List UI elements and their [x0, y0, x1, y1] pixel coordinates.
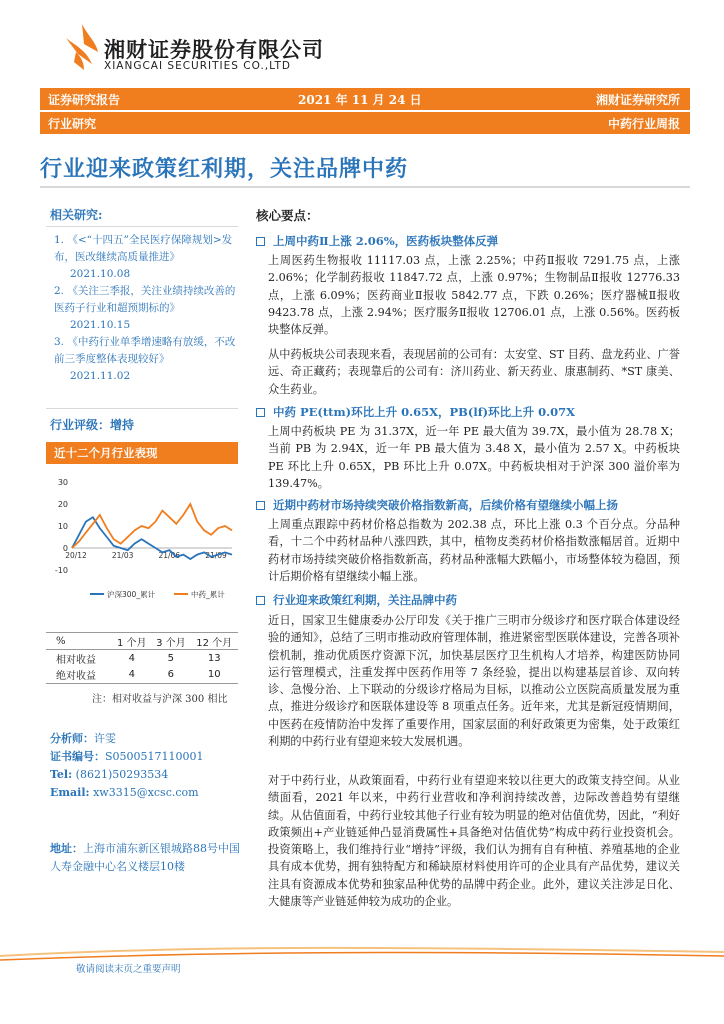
checkbox-bullet-icon	[256, 237, 265, 246]
core-points-title: 核心要点：	[256, 208, 319, 223]
tel-value: (8621)50293534	[75, 768, 169, 781]
email-link[interactable]: xw3315@xcsc.com	[93, 786, 199, 799]
section-paragraph: 上周医药生物报收 11117.03 点，上涨 2.25%；中药Ⅱ报收 7291.75 点，上涨 2.06%；化学制药报收 11847.72 点，上涨 0.97%；生物制品Ⅱ报收 12776.33 点，上涨 6.09%；医药商业Ⅱ报收 5842.77 点，下跌 0.26%；医疗器械Ⅱ报收 9423.78 点，上涨 2.94%；医疗服务Ⅱ报收 12706.01 点，上涨 0.56%。医药板块整体反弹。	[268, 254, 680, 337]
analyst-name: 许雯	[94, 732, 116, 745]
page-title: 行业迎来政策红利期，关注品牌中药	[40, 157, 409, 182]
cert-label: 证书编号：	[50, 750, 105, 763]
y-tick-label: 30	[57, 478, 68, 487]
company-name-en: XIANGCAI SECURITIES CO.,LTD	[104, 60, 292, 72]
rating-value: 增持	[110, 418, 135, 432]
report-category: 行业研究	[48, 117, 97, 131]
company-name-cn: 湘财证券股份有限公司	[104, 38, 324, 62]
table-cell: 13	[207, 652, 221, 664]
industry-rating	[50, 416, 134, 433]
address-label: 地址：	[50, 842, 83, 855]
series-line	[72, 504, 232, 548]
checkbox-bullet-icon	[256, 501, 265, 510]
table-cell: 5	[167, 652, 175, 664]
x-tick-label: 21/03	[111, 551, 134, 560]
related-item-date: 2021.10.15	[70, 319, 131, 331]
sidebar-divider	[46, 408, 238, 409]
report-date: 2021 年 11 月 24 日	[298, 93, 422, 107]
checkbox-bullet-icon	[256, 596, 265, 605]
table-note: 注：相对收益与沪深 300 相比	[92, 694, 228, 705]
table-row	[46, 667, 238, 684]
y-tick-label: -10	[54, 566, 68, 575]
sidebar-divider	[46, 226, 238, 227]
title-divider	[40, 186, 690, 188]
section-paragraph: 对于中药行业，从政策面看，中药行业有望迎来较以往更大的政策支持空间。从业绩面看，2021 年以来，中药行业营收和净利润持续改善，边际改善趋势有望继续。从估值面看，中药行业较其他子行业有较为明显的绝对估值优势，因此，“利好政策频出+产业链延伸凸显消费属性+具备绝对估值优势”构成中药行业投资机会。投资策略上，我们维持行业“增持”评级，我们认为拥有自有种植、养殖基地的企业具有成本优势，拥有独特配方和稀缺原材料使用许可的企业具有产品优势，建议关注具有资源成本优势和独家品种优势的品牌中药企业。此外，建议关注涉足日化、大健康等产业链延伸较为成功的企业。	[268, 774, 680, 909]
table-cell: 4	[112, 667, 151, 684]
analyst-label: 分析师：	[50, 732, 94, 745]
y-tick-label: 10	[57, 522, 68, 531]
checkbox-bullet-icon	[256, 408, 265, 417]
section-heading: 行业迎来政策红利期，关注品牌中药	[256, 592, 457, 608]
x-tick-label: 21/06	[158, 551, 181, 560]
x-tick-label: 20/12	[65, 551, 87, 560]
x-tick-label: 21/09	[205, 551, 227, 560]
cert-value: S0500517110001	[105, 750, 204, 763]
performance-title: 近十二个月行业表现	[46, 442, 238, 464]
section-heading: 上周中药Ⅱ上涨 2.06%，医药板块整体反弹	[256, 233, 498, 249]
table-header-row	[46, 633, 238, 650]
tel-label: Tel:	[50, 768, 73, 781]
related-item-text[interactable]: 2. 《关注三季报，关注业绩持续改善的医药子行业和超预期标的》	[54, 285, 236, 314]
rating-label: 行业评级：	[50, 418, 111, 432]
section-paragraph: 上周中药板块 PE 为 31.37X，近一年 PE 最大值为 39.7X，最小值为 28.78 X；当前 PB 为 2.94X，近一年 PB 最大值为 3.48 X，最小值为 2.57 X。中药板块 PE 环比上升 0.65X，PB 环比上升 0.07X。中药板块相对于沪深 300 溢价率为 139.47%。	[268, 425, 680, 490]
email-label: Email:	[50, 786, 90, 799]
header-band-top	[40, 88, 690, 110]
address-info	[50, 840, 250, 876]
report-series: 中药行业周报	[607, 117, 680, 131]
section-paragraph: 上周重点跟踪中药材价格总指数为 202.38 点，环比上涨 0.3 个百分点。分品种看，十二个中药材品种八涨四跌，其中，植物皮类药材价格指数涨幅居首。近期中药材市场持续突破价格指数新高，药材品种涨幅大跌幅小，市场整体较为稳固，预计后期价格有望继续小幅上涨。	[268, 518, 680, 583]
related-item-text[interactable]: 3. 《中药行业单季增速略有放缓，不改前三季度整体表现较好》	[54, 336, 236, 365]
legend-label: 中药_累计	[191, 590, 225, 599]
related-item-date: 2021.10.08	[70, 268, 131, 280]
related-item-date: 2021.11.02	[70, 370, 131, 382]
table-header-cell: 1 个月	[112, 633, 151, 650]
related-research-list	[54, 232, 242, 385]
table-cell: 4	[128, 652, 135, 664]
section-heading: 近期中药材市场持续突破价格指数新高，后续价格有望继续小幅上扬	[256, 497, 618, 513]
table-header-cell: %	[46, 633, 112, 650]
header-band-bottom	[40, 112, 690, 134]
related-research-title: 相关研究:	[50, 208, 103, 222]
section-paragraph: 近日，国家卫生健康委办公厅印发《关于推广三明市分级诊疗和医疗联合体建设经验的通知》，总结了三明市推动政府管理体制，推进紧密型医联体建设，完善各项补偿机制，推动优质医疗资源下沉，加快基层医疗卫生机构人才培养，构建医防协同运行管理模式，注重发挥中医药作用等 7 条经验，提出以构建基层首诊、双向转诊、急慢分治、上下联动的分级诊疗格局为目标，以推动公立医院高质量发展为重点，推进分级诊疗和医联体建设等 8 项重点任务。近年来，尤其是新冠疫情期间，中医药在疫情防治中发挥了重要作用，国家层面的利好政策更为密集，处于政策红利期的中药行业有望迎来较大发展机遇。	[268, 614, 680, 749]
section-heading: 中药 PE(ttm)环比上升 0.65X，PB(lf)环比上升 0.07X	[256, 404, 575, 420]
footer-disclaimer[interactable]: 敬请阅读末页之重要声明	[76, 964, 181, 975]
table-cell: 10	[190, 667, 238, 684]
company-logo-icon	[62, 22, 102, 72]
performance-table	[46, 632, 238, 684]
table-header-cell: 12 个月	[190, 633, 238, 650]
table-header-cell: 3 个月	[151, 633, 190, 650]
y-tick-label: 20	[57, 500, 68, 509]
institute-name: 湘财证券研究所	[595, 93, 680, 107]
related-item-text[interactable]: 1. 《<“十四五”全民医疗保障规划>发布，医改继续高质量推进》	[54, 234, 233, 263]
performance-chart	[46, 470, 238, 604]
section-paragraph: 从中药板块公司表现来看，表现居前的公司有：太安堂、ST 目药、盘龙药业、广誉远、奇正藏药；表现靠后的公司有：济川药业、新天药业、康惠制药、*ST 康美、众生药业。	[268, 348, 680, 396]
row-label: 绝对收益	[46, 667, 112, 684]
row-label: 相对收益	[56, 654, 96, 666]
legend-label: 沪深300_累计	[107, 590, 156, 599]
table-cell: 6	[151, 667, 190, 684]
table-row	[46, 650, 238, 667]
y-tick-label: 0	[62, 544, 68, 553]
report-type: 证券研究报告	[48, 93, 121, 107]
analyst-info	[50, 730, 204, 802]
address-value: 上海市浦东新区银城路88号中国人寿金融中心名义楼层10楼	[50, 842, 240, 873]
